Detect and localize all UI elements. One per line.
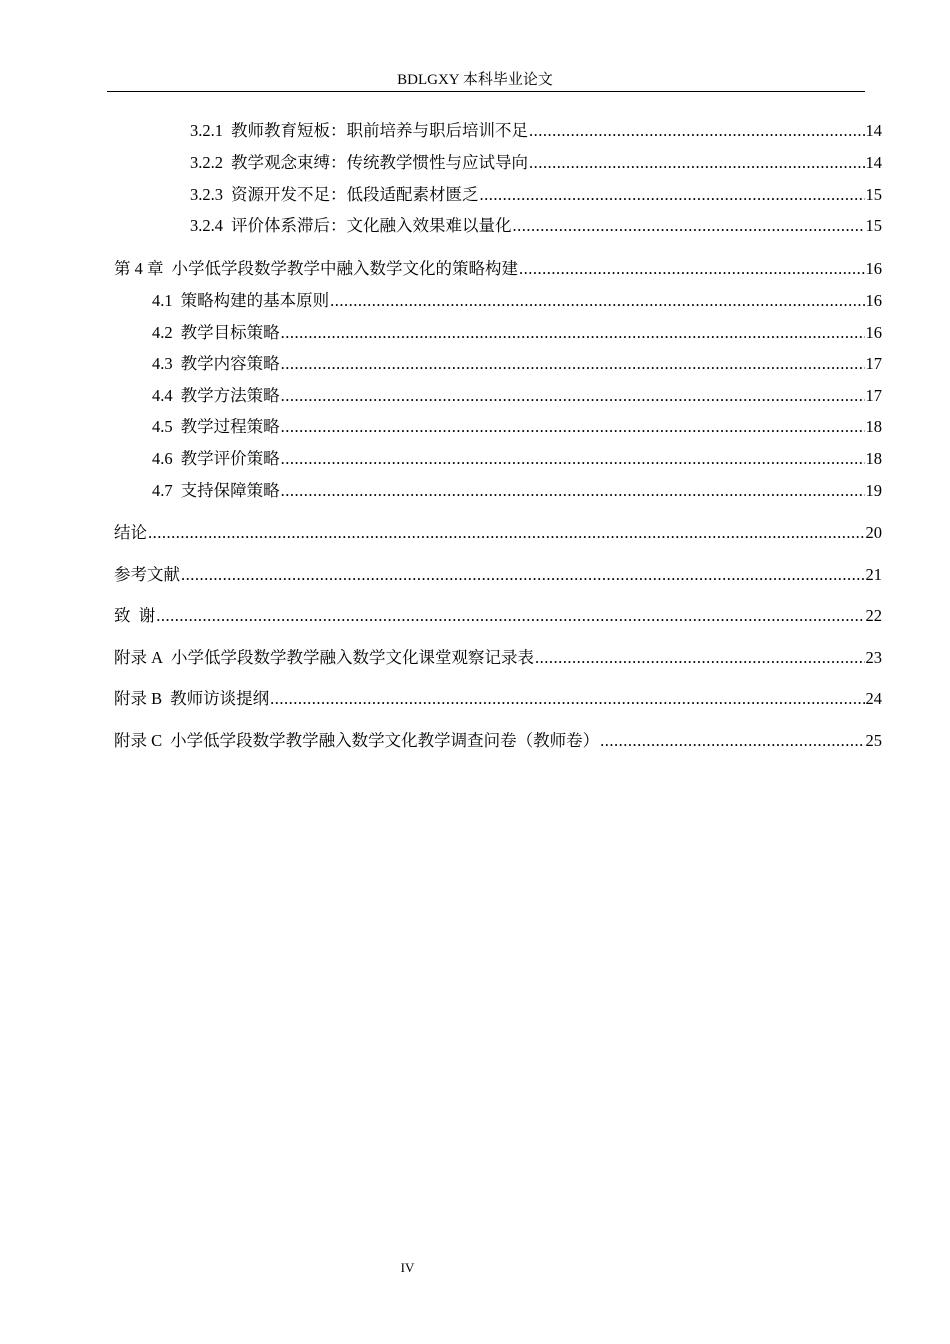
toc-leader-dots (330, 290, 864, 312)
toc-entry-number: 4.3 (152, 354, 173, 373)
toc-entry-number: 第 4 章 (114, 259, 164, 278)
toc-entry-page: 19 (865, 481, 882, 500)
toc-entry-title: 教学内容策略 (180, 354, 280, 373)
toc-entry-number: 4.7 (152, 481, 173, 500)
toc-entry[interactable] (114, 730, 882, 752)
toc-entry-number: 3.2.3 (190, 185, 223, 204)
toc-entry-page: 14 (865, 121, 882, 140)
toc-entry-title: 教师访谈提纲 (170, 689, 270, 708)
toc-entry-title: 参考文献 (114, 565, 180, 584)
toc-leader-dots (281, 385, 865, 407)
toc-entry-number: 附录 A (114, 648, 164, 667)
toc-entry-number: 4.5 (152, 417, 173, 436)
toc-entry-title: 教学评价策略 (180, 449, 280, 468)
toc-entry-number: 附录 C (114, 731, 163, 750)
toc-entry-number: 4.2 (152, 323, 173, 342)
running-header-title: BDLGXY 本科毕业论文 (397, 72, 553, 88)
toc-entry[interactable] (190, 184, 882, 206)
toc-entry-title: 致 谢 (114, 606, 156, 625)
toc-entry[interactable] (152, 416, 882, 438)
header-rule (107, 91, 865, 92)
toc-entry-title: 资源开发不足：低段适配素材匮乏 (231, 185, 479, 204)
page-number: IV (400, 1260, 415, 1275)
toc-entry-page: 16 (865, 259, 882, 278)
toc-leader-dots (156, 605, 864, 627)
toc-entry-page: 21 (865, 565, 882, 584)
toc-entry-number: 3.2.1 (190, 121, 223, 140)
toc-entry[interactable] (152, 353, 882, 375)
toc-entry-title: 教学目标策略 (180, 323, 280, 342)
toc-leader-dots (519, 258, 865, 280)
toc-leader-dots (281, 480, 865, 502)
toc-entry-title: 评价体系滞后：文化融入效果难以量化 (231, 216, 512, 235)
toc-entry-page: 15 (865, 185, 882, 204)
toc-entry-page: 14 (865, 153, 882, 172)
toc-entry[interactable] (152, 480, 882, 502)
toc-leader-dots (529, 152, 865, 174)
toc-entry[interactable] (190, 120, 882, 142)
toc-leader-dots (270, 688, 864, 710)
toc-entry[interactable] (114, 258, 882, 280)
toc-entry[interactable] (152, 322, 882, 344)
toc-entry-number: 附录 B (114, 689, 163, 708)
toc-entry-page: 24 (865, 689, 882, 708)
toc-entry-title: 支持保障策略 (180, 481, 280, 500)
toc-entry[interactable] (114, 647, 882, 669)
toc-entry[interactable] (114, 688, 882, 710)
toc-entry[interactable] (114, 564, 882, 586)
toc-leader-dots (529, 120, 865, 142)
toc-entry[interactable] (114, 522, 882, 544)
toc-leader-dots (600, 730, 864, 752)
toc-entry-page: 17 (865, 386, 882, 405)
toc-entry[interactable] (190, 152, 882, 174)
toc-leader-dots (480, 184, 865, 206)
toc-entry-number: 3.2.4 (190, 216, 223, 235)
toc-entry[interactable] (114, 605, 882, 627)
toc-entry[interactable] (190, 215, 882, 237)
toc-entry-title: 小学低学段数学教学融入数学文化教学调查问卷（教师卷） (170, 731, 600, 750)
toc-entry-page: 18 (865, 417, 882, 436)
toc-leader-dots (535, 647, 864, 669)
toc-leader-dots (281, 353, 865, 375)
toc-entry-number: 3.2.2 (190, 153, 223, 172)
toc-entry-page: 23 (865, 648, 882, 667)
toc-entry-title: 小学低学段数学教学融入数学文化课堂观察记录表 (171, 648, 535, 667)
toc-entry-title: 策略构建的基本原则 (180, 291, 330, 310)
toc-entry-title: 教学观念束缚：传统教学惯性与应试导向 (231, 153, 528, 172)
toc-leader-dots (281, 322, 865, 344)
toc-entry[interactable] (152, 385, 882, 407)
toc-entry-title: 教学方法策略 (180, 386, 280, 405)
toc-entry-page: 18 (865, 449, 882, 468)
toc-entry-page: 25 (865, 731, 882, 750)
toc-entry-number: 4.4 (152, 386, 173, 405)
toc-entry-page: 15 (865, 216, 882, 235)
toc-entry-page: 16 (865, 291, 882, 310)
toc-entry-title: 结论 (114, 523, 147, 542)
toc-entry-number: 4.1 (152, 291, 173, 310)
toc-entry[interactable] (152, 448, 882, 470)
toc-entry[interactable] (152, 290, 882, 312)
toc-entry-page: 22 (865, 606, 882, 625)
toc-entry-title: 教师教育短板：职前培养与职后培训不足 (231, 121, 528, 140)
toc-leader-dots (281, 448, 865, 470)
toc-entry-title: 教学过程策略 (180, 417, 280, 436)
toc-leader-dots (281, 416, 865, 438)
toc-leader-dots (148, 522, 865, 544)
toc-leader-dots (513, 215, 865, 237)
toc-entry-page: 20 (865, 523, 882, 542)
toc-entry-number: 4.6 (152, 449, 173, 468)
toc-leader-dots (181, 564, 865, 586)
toc-entry-page: 17 (865, 354, 882, 373)
toc-entry-title: 小学低学段数学教学中融入数学文化的策略构建 (171, 259, 518, 278)
toc-entry-page: 16 (865, 323, 882, 342)
